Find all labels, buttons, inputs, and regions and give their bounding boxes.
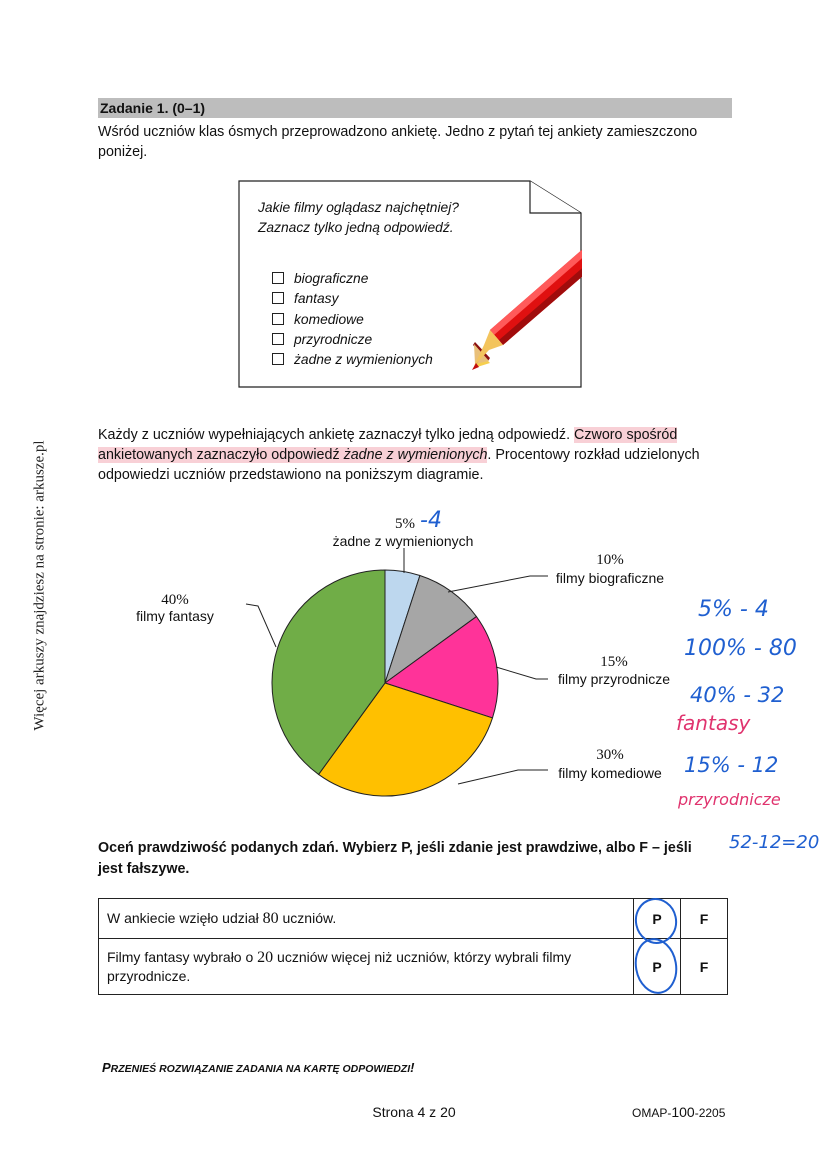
handwritten-note: 15% - 12 (684, 753, 779, 777)
leader-line-fantasy (246, 604, 276, 647)
statement-cell: W ankiecie wzięło udział 80 uczniów. (99, 899, 634, 939)
task-intro: Wśród uczniów klas ósmych przeprowadzono ankietę. Jedno z pytań tej ankiety zamieszczono poniżej. (98, 124, 698, 160)
handwritten-note: fantasy (676, 711, 751, 735)
handwritten-note: 52-12=20 (729, 832, 820, 853)
survey-option: przyrodnicze (272, 332, 372, 347)
handwritten-note: przyrodnicze (678, 790, 781, 809)
slice-label-fantasy: 40% (161, 592, 189, 608)
leader-line-comedy (458, 770, 548, 784)
transfer-answer-note: PRZENIEŚ ROZWIĄZANIE ZADANIA NA KARTĘ ODPOWIEDZI! (102, 1060, 415, 1075)
exam-code: OMAP-100-2205 (632, 1104, 726, 1120)
handwritten-note: 40% - 32 (690, 683, 785, 707)
leader-line-bio (448, 576, 548, 592)
handwritten-note: 100% - 80 (684, 636, 797, 661)
instruction-text: Oceń prawdziwość podanych zdań. Wybierz P, jeśli zdanie jest prawdziwe, albo F – jeśli jest fałszywe. (98, 840, 692, 877)
handwritten-note-minus4: -4 (420, 508, 442, 533)
slice-label-nature: 15% (600, 654, 628, 670)
survey-option: biograficzne (272, 271, 368, 286)
answer-f-option[interactable]: F (681, 899, 728, 939)
survey-question-line2: Zaznacz tylko jedną odpowiedź. (258, 220, 454, 235)
survey-option: komediowe (272, 312, 364, 327)
slice-name-nature: filmy przyrodnicze (557, 671, 671, 687)
description-paragraph: Każdy z uczniów wypełniających ankietę zaznaczył tylko jedną odpowiedź. Czworo spośród ankietowanych zaznaczyło odpowiedź żadne z wymienionych. Procentowy rozkład udzielonych odpowiedzi uczniów przedstawiono na poniższym diagramie. (98, 427, 700, 483)
survey-option: fantasy (272, 291, 338, 306)
page-number: Strona 4 z 20 (372, 1104, 456, 1120)
answer-p-option[interactable]: P (634, 899, 681, 939)
handwritten-circles (628, 896, 688, 1000)
slice-label-none: 5% (395, 516, 415, 532)
circle-mark-icon (632, 936, 681, 996)
answer-p-option[interactable]: P (634, 939, 681, 995)
slice-name-bio: filmy biograficzne (555, 570, 665, 586)
slice-name-fantasy: filmy fantasy (136, 608, 214, 624)
answer-f-option[interactable]: F (681, 939, 728, 995)
slice-name-comedy: filmy komediowe (558, 765, 662, 781)
slice-name-none: żadne z wymienionych (332, 533, 474, 549)
highlighted-text: Czworo spośród ankietowanych zaznaczyło odpowiedź żadne z wymienionych (98, 427, 678, 463)
task-header: Zadanie 1. (0–1) (98, 98, 732, 118)
slice-label-comedy: 30% (596, 747, 624, 763)
slice-label-bio: 10% (596, 552, 624, 568)
survey-question-line1: Jakie filmy oglądasz najchętniej? (258, 200, 459, 215)
handwritten-note: 5% - 4 (698, 597, 769, 622)
sidebar-watermark-text: Więcej arkuszy znajdziesz na stronie: arkusze.pl (31, 440, 48, 731)
statement-cell: Filmy fantasy wybrało o 20 uczniów więcej niż uczniów, którzy wybrali filmy przyrodnicze. (99, 939, 634, 995)
survey-option: żadne z wymienionych (272, 352, 433, 367)
